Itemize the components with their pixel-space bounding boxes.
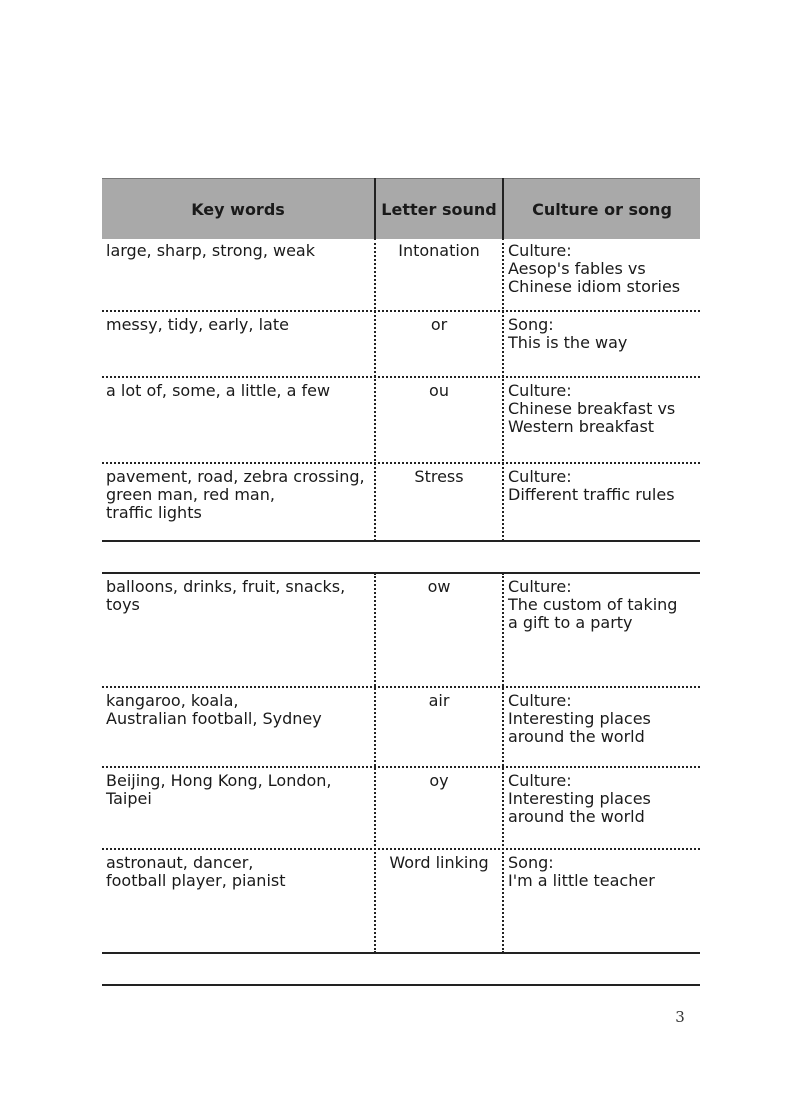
key-words-cell: messy, tidy, early, late [106, 315, 289, 334]
culture-song-cell: Song: This is the way [508, 315, 628, 352]
header-divider [502, 178, 504, 238]
letter-sound-cell: or [430, 315, 448, 334]
culture-song-cell: Culture: Aesop's fables vs Chinese idiom stories [508, 241, 681, 296]
header-letter-sound: Letter sound [381, 199, 497, 219]
key-words-cell: a lot of, some, a little, a few [106, 381, 331, 400]
letter-sound-cell: Intonation [398, 241, 480, 260]
page-number: 3 [675, 1008, 685, 1026]
culture-song-cell: Culture: Interesting places around the world [508, 771, 651, 826]
header-culture-or-song: Culture or song [532, 199, 672, 219]
letter-sound-cell: ow [427, 577, 451, 596]
table-header [102, 178, 700, 239]
culture-song-cell: Culture: Chinese breakfast vs Western breakfast [508, 381, 676, 436]
table-row [102, 688, 700, 766]
culture-song-cell: Culture: Different traffic rules [508, 467, 675, 504]
letter-sound-cell: oy [429, 771, 449, 790]
culture-song-cell: Culture: The custom of taking a gift to a party [508, 577, 678, 632]
letter-sound-cell: air [428, 691, 450, 710]
table-row [102, 312, 700, 376]
section-divider [102, 984, 700, 986]
key-words-cell: Beijing, Hong Kong, London, Taipei [106, 771, 332, 808]
table-row [102, 238, 700, 310]
letter-sound-cell: ou [429, 381, 449, 400]
key-words-cell: astronaut, dancer, football player, pianist [106, 853, 286, 890]
key-words-cell: pavement, road, zebra crossing, green man, red man, traffic lights [106, 467, 365, 522]
table-row [102, 378, 700, 462]
table-row [102, 768, 700, 848]
header-divider [374, 178, 376, 238]
letter-sound-cell: Stress [414, 467, 464, 486]
culture-song-cell: Culture: Interesting places around the world [508, 691, 651, 746]
table-row [102, 464, 700, 540]
key-words-cell: kangaroo, koala, Australian football, Sydney [106, 691, 322, 728]
table-row [102, 574, 700, 686]
section-divider [102, 540, 700, 542]
table-row [102, 850, 700, 952]
section-divider [102, 952, 700, 954]
key-words-cell: large, sharp, strong, weak [106, 241, 315, 260]
culture-song-cell: Song: I'm a little teacher [508, 853, 655, 890]
key-words-cell: balloons, drinks, fruit, snacks, toys [106, 577, 346, 614]
header-key-words: Key words [191, 199, 285, 219]
letter-sound-cell: Word linking [389, 853, 489, 872]
